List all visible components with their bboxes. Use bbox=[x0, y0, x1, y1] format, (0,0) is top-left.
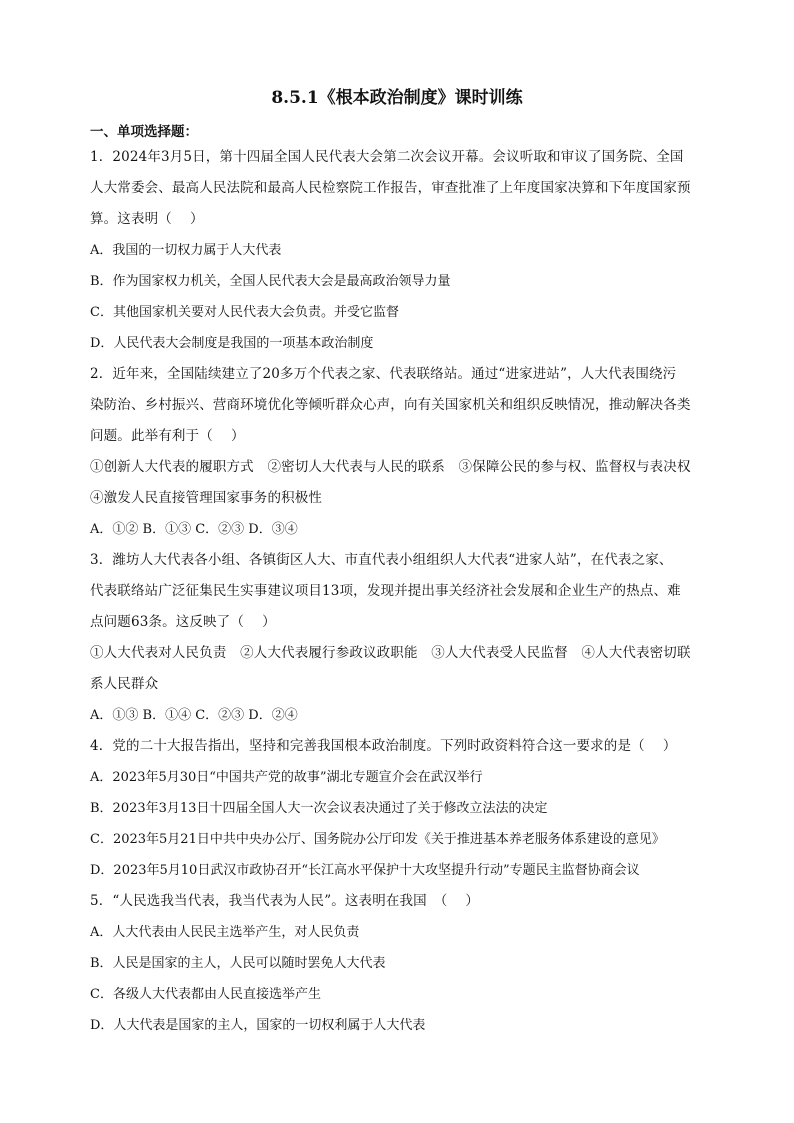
question-3-options: A．①③ B．①④ C．②③ D．②④ bbox=[90, 708, 298, 723]
question-3-statements-line-1: ①人大代表对人民负责 ②人大代表履行参政议政职能 ③人大代表受人民监督 ④人大代表密切联 bbox=[90, 645, 691, 661]
question-3-stem-line-3: 点问题63条。这反映了（ ） bbox=[90, 614, 276, 630]
question-5-option-c: C．各级人大代表都由人民直接选举产生 bbox=[90, 987, 321, 1002]
question-5-stem-line-1: 5．“人民选我当代表，我当代表为人民”。这表明在我国 （ ） bbox=[90, 893, 480, 909]
page-title: 8.5.1《根本政治制度》课时训练 bbox=[271, 88, 523, 108]
question-4-stem-line-1: 4．党的二十大报告指出，坚持和完善我国根本政治制度。下列时政资料符合这一要求的是（ ） bbox=[90, 738, 677, 754]
question-1-option-d: D．人民代表大会制度是我国的一项基本政治制度 bbox=[90, 336, 374, 351]
question-3-stem-line-2: 代表联络站广泛征集民生实事建议项目13项，发现并提出事关经济社会发展和企业生产的热点、难 bbox=[90, 583, 681, 599]
question-1-option-c: C．其他国家机关要对人民代表大会负责。并受它监督 bbox=[90, 305, 399, 320]
question-1-stem-line-3: 算。这表明（ ） bbox=[90, 211, 204, 227]
question-4 bbox=[90, 731, 704, 886]
question-5 bbox=[90, 886, 704, 1041]
section-heading: 一、单项选择题： bbox=[90, 124, 198, 140]
question-2-options: A．①② B．①③ C．②③ D．③④ bbox=[90, 522, 298, 537]
question-2-statements-line-2: ④激发人民直接管理国家事务的积极性 bbox=[90, 490, 323, 506]
question-1-option-b: B．作为国家权力机关，全国人民代表大会是最高政治领导力量 bbox=[90, 274, 451, 289]
question-1 bbox=[90, 142, 704, 359]
question-2-stem-line-3: 问题。此举有利于（ ） bbox=[90, 428, 245, 444]
question-2 bbox=[90, 359, 704, 545]
question-4-option-b: B．2023年3月13日十四届全国人大一次会议表决通过了关于修改立法法的决定 bbox=[90, 801, 548, 816]
question-3-statements-line-2: 系人民群众 bbox=[90, 676, 159, 692]
question-5-option-d: D．人大代表是国家的主人，国家的一切权利属于人大代表 bbox=[90, 1018, 426, 1033]
question-2-stem-line-2: 染防治、乡村振兴、营商环境优化等倾听群众心声，向有关国家机关和组织反映情况，推动解决各类 bbox=[90, 397, 691, 413]
question-2-stem-line-1: 2．近年来，全国陆续建立了20多万个代表之家、代表联络站。通过“进家进站”，人大代表围绕污 bbox=[90, 366, 677, 382]
question-5-option-b: B．人民是国家的主人，人民可以随时罢免人大代表 bbox=[90, 956, 386, 971]
question-4-option-c: C．2023年5月21日中共中央办公厅、国务院办公厅印发《关于推进基本养老服务体系建设的意见》 bbox=[90, 832, 665, 847]
question-5-option-a: A．人大代表由人民民主选举产生，对人民负责 bbox=[90, 925, 360, 940]
question-4-option-a: A．2023年5月30日“中国共产党的故事”湖北专题宣介会在武汉举行 bbox=[90, 770, 483, 785]
question-1-stem-line-1: 1．2024年3月5日，第十四届全国人民代表大会第二次会议开幕。会议听取和审议了国务院、全国 bbox=[90, 149, 684, 165]
question-1-option-a: A．我国的一切权力属于人大代表 bbox=[90, 243, 282, 258]
question-3-stem-line-1: 3．潍坊人大代表各小组、各镇街区人大、市直代表小组组织人大代表“进家人站”，在代表之家、 bbox=[90, 552, 673, 568]
question-1-stem-line-2: 人大常委会、最高人民法院和最高人民检察院工作报告，审查批准了上年度国家决算和下年度国家预 bbox=[90, 180, 691, 196]
question-4-option-d: D．2023年5月10日武汉市政协召开“长江高水平保护十大攻坚提升行动”专题民主监督协商会议 bbox=[90, 863, 640, 878]
question-2-statements-line-1: ①创新人大代表的履职方式 ②密切人大代表与人民的联系 ③保障公民的参与权、监督权与表决权 bbox=[90, 459, 691, 475]
question-3 bbox=[90, 545, 704, 731]
